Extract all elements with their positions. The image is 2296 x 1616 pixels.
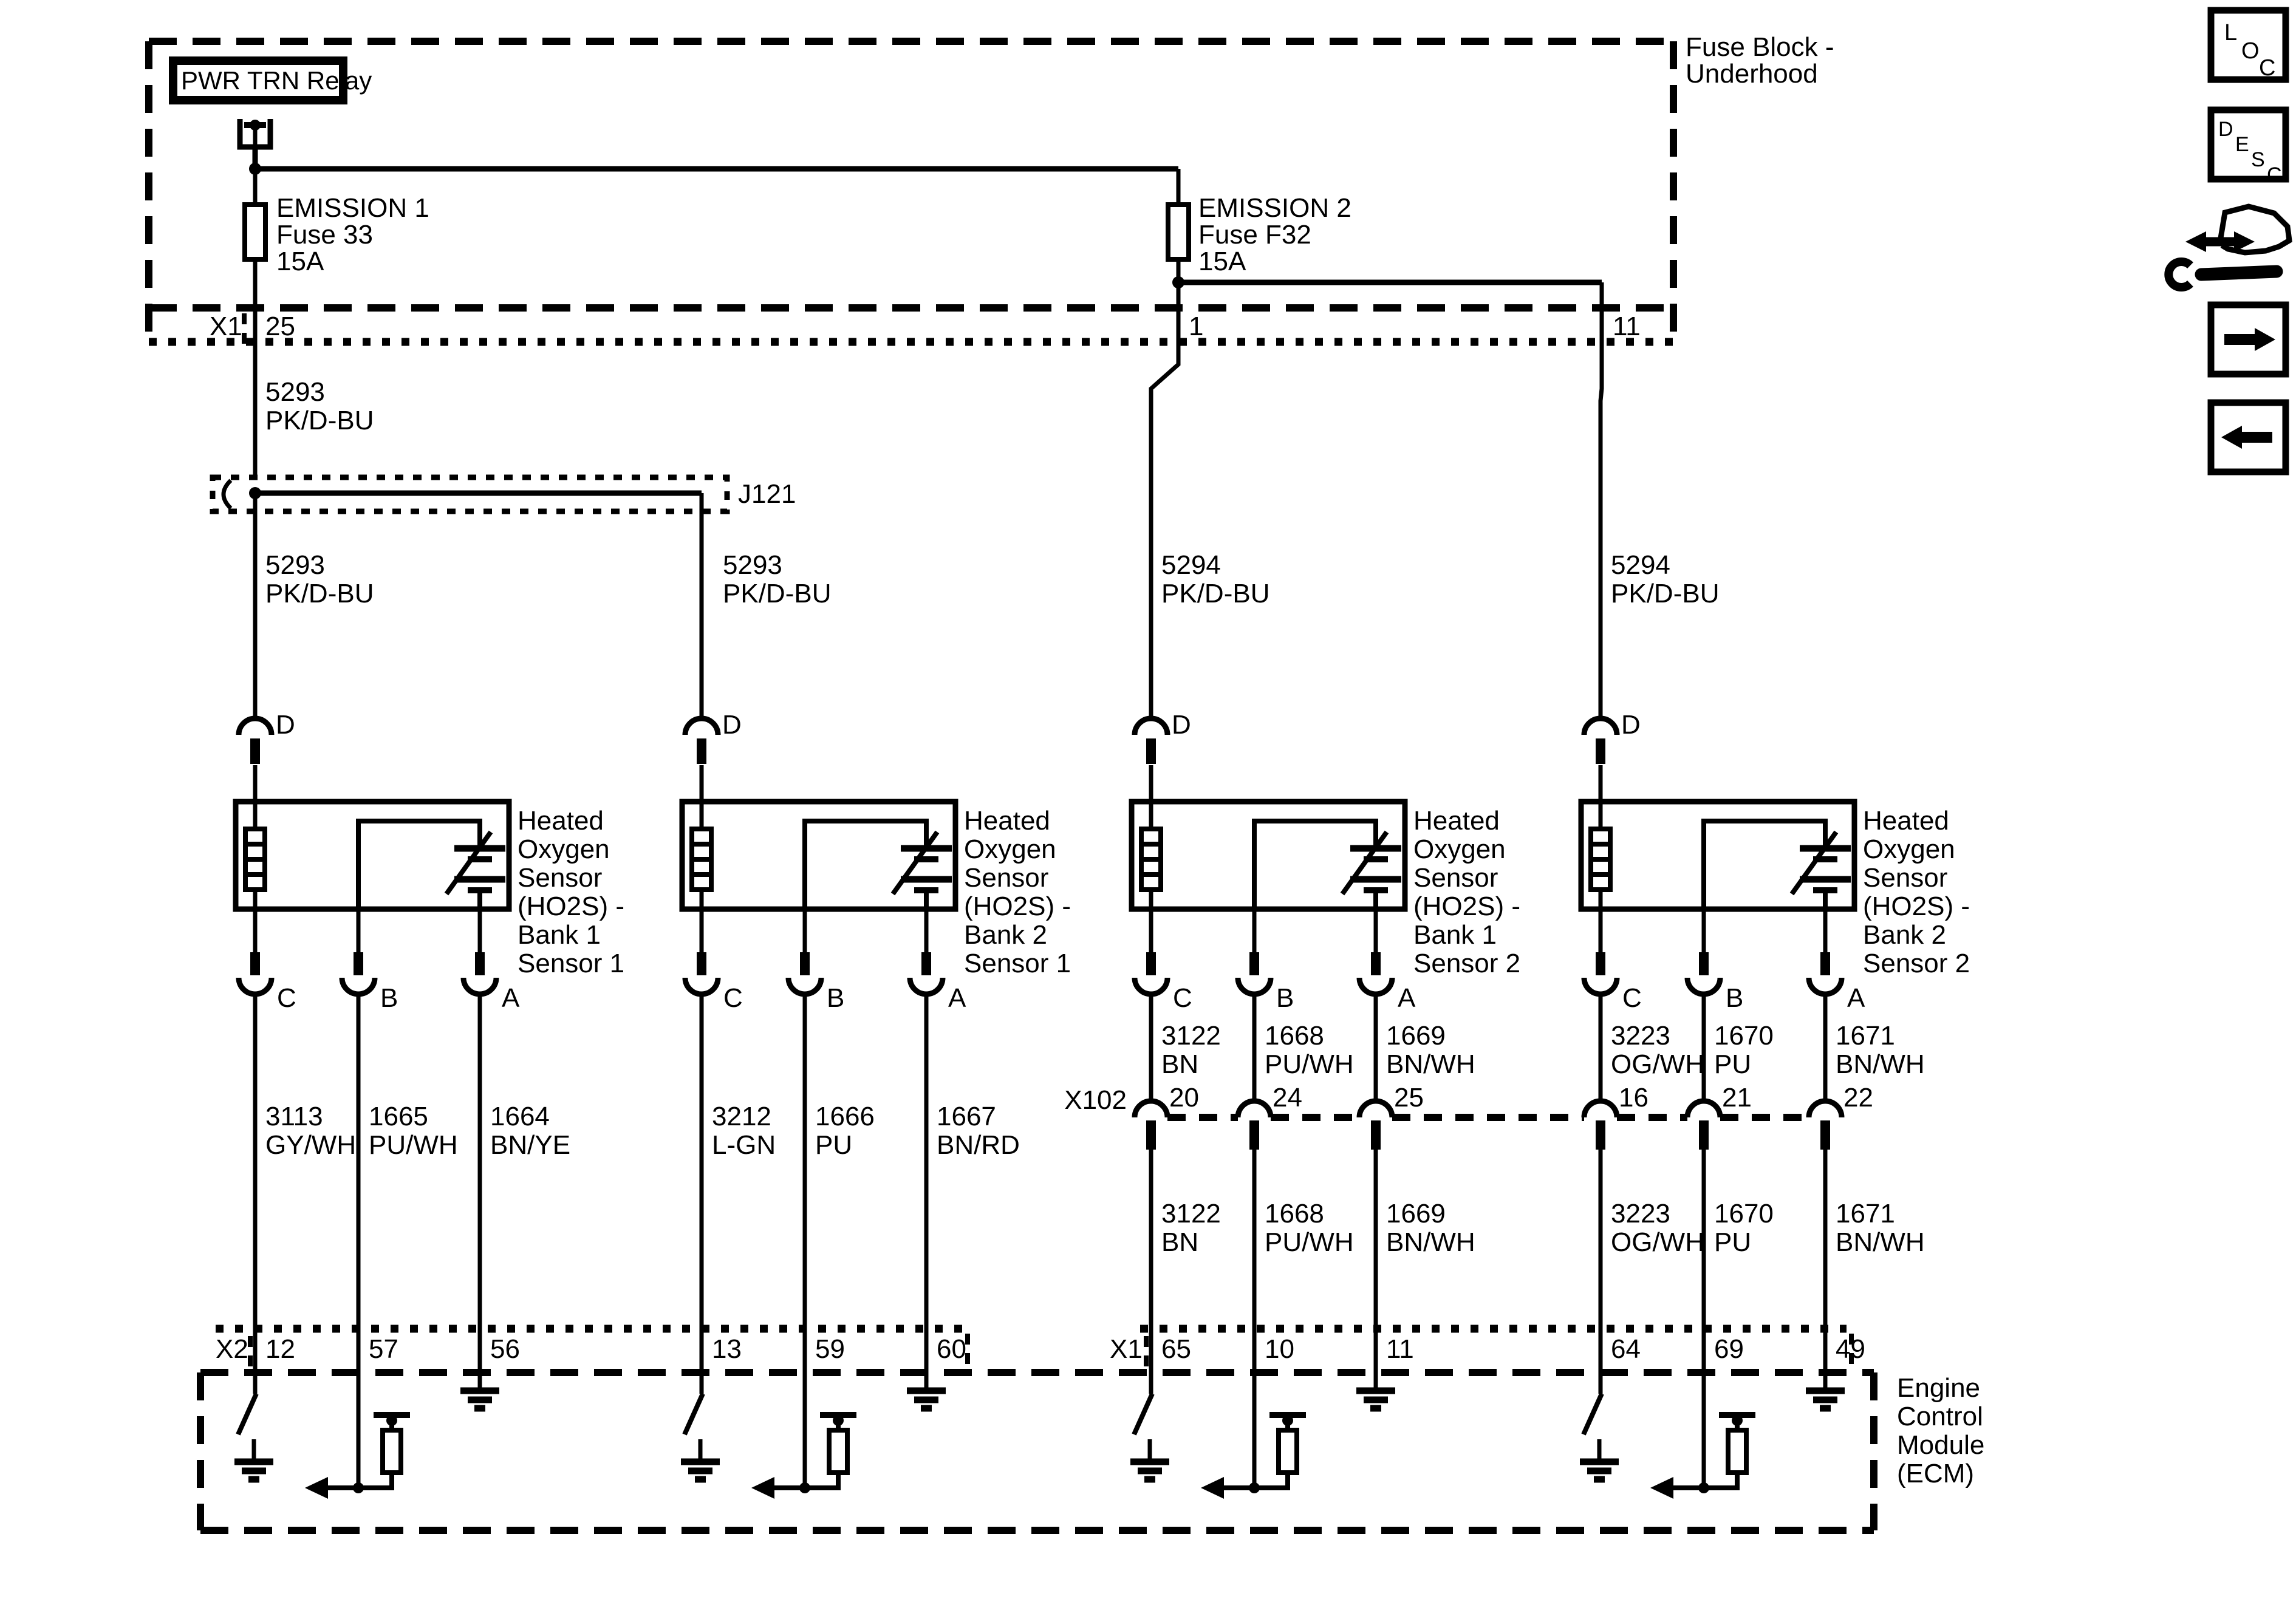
right-harness-wires — [1064, 994, 1924, 1374]
sensor3-line1: Oxygen — [1413, 834, 1506, 864]
sensor2-line0: Heated — [964, 806, 1050, 836]
feed1-color: PK/D-BU — [265, 579, 374, 609]
wrench-handle — [2201, 271, 2277, 274]
sensor4-line5: Sensor 2 — [1863, 949, 1970, 978]
wire8-color-a: BN/WH — [1386, 1049, 1475, 1079]
splice-j121 — [213, 477, 796, 511]
pin-letter-d: D — [276, 710, 295, 740]
ecm-x1-pin-10: 10 — [1265, 1334, 1294, 1364]
pin-letter-d: D — [1621, 710, 1641, 740]
wire11-color-a: BN/WH — [1836, 1049, 1925, 1079]
fuse-block-underhood — [149, 32, 1834, 477]
sensor1-line5: Sensor 1 — [518, 949, 625, 978]
ecm-ground-3 — [1356, 1374, 1395, 1408]
sensor2-line1: Oxygen — [964, 834, 1056, 864]
sensor4-line4: Bank 2 — [1863, 920, 1946, 950]
pin-letter-c: C — [1622, 983, 1642, 1013]
ecm-connector-x1: X1 — [1110, 1334, 1143, 1364]
ecm-x2-pin-13: 13 — [712, 1334, 742, 1364]
wire2-circuit: 1664 — [490, 1102, 550, 1131]
splice-label: J121 — [738, 479, 796, 509]
sensor1-line2: Sensor — [518, 863, 603, 893]
ecm-name-1: Control — [1897, 1402, 1983, 1431]
wire9-circuit-a: 3223 — [1611, 1021, 1670, 1051]
x102-pin-24: 24 — [1273, 1083, 1302, 1113]
feed0-color: PK/D-BU — [265, 406, 374, 435]
ecm-x2-pin-56: 56 — [490, 1334, 520, 1364]
ecm-heater-driver-2 — [751, 1374, 856, 1499]
wire11-circuit-a: 1671 — [1836, 1021, 1895, 1051]
fuse1-id: Fuse 33 — [276, 220, 373, 250]
fuse2-id: Fuse F32 — [1198, 220, 1311, 250]
sensor2-line3: (HO2S) - — [964, 892, 1071, 921]
wire7-color-b: PU/WH — [1265, 1227, 1354, 1257]
x102-pin-21: 21 — [1722, 1083, 1752, 1113]
wire9-color-a: OG/WH — [1611, 1049, 1704, 1079]
ecm-name-3: (ECM) — [1897, 1459, 1975, 1488]
sensor3-line0: Heated — [1413, 806, 1500, 836]
wire8-circuit-b: 1669 — [1386, 1199, 1446, 1229]
wire1-circuit: 1665 — [369, 1102, 428, 1131]
wire0-color: GY/WH — [265, 1130, 357, 1160]
sensor4-line3: (HO2S) - — [1863, 892, 1970, 921]
wire2-color: BN/YE — [490, 1130, 571, 1160]
sensor3-line5: Sensor 2 — [1413, 949, 1521, 978]
x102-pin-16: 16 — [1619, 1083, 1649, 1113]
pin-letter-c: C — [277, 983, 296, 1013]
vehicle-repair-icon[interactable] — [2168, 206, 2289, 287]
wire4-circuit: 1666 — [815, 1102, 875, 1131]
fuse2-name: EMISSION 2 — [1198, 193, 1351, 223]
pin-letter-c: C — [723, 983, 743, 1013]
ecm-switch-ground-2 — [681, 1374, 720, 1479]
pin-letter-b: B — [1276, 983, 1294, 1013]
wire10-circuit-b: 1670 — [1714, 1199, 1774, 1229]
fuse2-amps: 15A — [1198, 247, 1246, 276]
sidebar-nav — [2168, 10, 2289, 472]
feed-wires — [213, 342, 1719, 718]
feed4-circuit: 5294 — [1611, 550, 1670, 580]
x102-pin-20: 20 — [1169, 1083, 1199, 1113]
desc-letter-c: C — [2267, 163, 2282, 186]
wire11-color-b: BN/WH — [1836, 1227, 1925, 1257]
ecm-heater-driver-4 — [1650, 1374, 1755, 1499]
sensor-ho2s-b1s2 — [1132, 710, 1520, 1013]
fuse-emission-2 — [1168, 193, 1351, 276]
x102-pin-22: 22 — [1843, 1083, 1873, 1113]
relay-contact-symbol — [240, 119, 270, 147]
feed1-circuit: 5293 — [265, 550, 325, 580]
wire10-color-a: PU — [1714, 1049, 1752, 1079]
wire6-color-b: BN — [1161, 1227, 1199, 1257]
sensor3-line3: (HO2S) - — [1413, 892, 1520, 921]
fuse-block-pin-11: 11 — [1613, 312, 1641, 341]
wire7-color-a: PU/WH — [1265, 1049, 1354, 1079]
ecm-connector-x2: X2 — [216, 1334, 248, 1364]
loc-letter-l: L — [2224, 20, 2238, 46]
desc-letter-d: D — [2218, 118, 2233, 141]
loc-letter-o: O — [2241, 38, 2260, 64]
sensor-ho2s-b1s1 — [236, 710, 624, 1013]
ecm-ground-1 — [460, 1374, 499, 1408]
feed2-circuit: 5293 — [723, 550, 782, 580]
wrench-head — [2168, 262, 2190, 287]
sensor-ho2s-b2s2 — [1581, 710, 1970, 1013]
left-harness-wires — [255, 994, 1020, 1374]
wire5-circuit: 1667 — [937, 1102, 996, 1131]
wire9-circuit-b: 3223 — [1611, 1199, 1670, 1229]
feed3-circuit: 5294 — [1161, 550, 1221, 580]
wire7-circuit-a: 1668 — [1265, 1021, 1324, 1051]
wire10-circuit-a: 1670 — [1714, 1021, 1774, 1051]
wire9-color-b: OG/WH — [1611, 1227, 1704, 1257]
pin-letter-b: B — [1726, 983, 1744, 1013]
splice-hop — [224, 480, 231, 508]
sensor1-line3: (HO2S) - — [518, 892, 624, 921]
sensor1-line1: Oxygen — [518, 834, 610, 864]
ecm-x1-pin-49: 49 — [1836, 1334, 1865, 1364]
sensor2-line5: Sensor 1 — [964, 949, 1071, 978]
wire6-circuit-a: 3122 — [1161, 1021, 1221, 1051]
desc-button[interactable] — [2211, 110, 2286, 186]
feed0-circuit: 5293 — [265, 377, 325, 407]
pin-letter-c: C — [1173, 983, 1192, 1013]
ecm-x1-pin-69: 69 — [1714, 1334, 1744, 1364]
wire0-circuit: 3113 — [265, 1102, 323, 1131]
ecm-x2-pin-60: 60 — [937, 1334, 966, 1364]
sensor2-line2: Sensor — [964, 863, 1049, 893]
branch-4-wire — [1601, 342, 1602, 718]
x102-pin-25: 25 — [1394, 1083, 1424, 1113]
ecm-x2-pin-57: 57 — [369, 1334, 398, 1364]
ecm-x1-pin-11: 11 — [1386, 1334, 1414, 1364]
feed4-color: PK/D-BU — [1611, 579, 1720, 609]
pin-letter-d: D — [1172, 710, 1191, 740]
fuse-block-pin-1: 1 — [1189, 312, 1204, 341]
sensor4-line1: Oxygen — [1863, 834, 1955, 864]
sensor4-line0: Heated — [1863, 806, 1949, 836]
ecm-x2-pin-59: 59 — [815, 1334, 845, 1364]
wire7-circuit-b: 1668 — [1265, 1199, 1324, 1229]
pin-letter-d: D — [722, 710, 742, 740]
pin-letter-a: A — [1847, 983, 1865, 1013]
back-arrow-button[interactable] — [2211, 403, 2286, 472]
ecm-heater-driver-1 — [305, 1374, 410, 1499]
fuse1-amps: 15A — [276, 247, 324, 276]
feed3-color: PK/D-BU — [1161, 579, 1270, 609]
wire6-circuit-b: 3122 — [1161, 1199, 1221, 1229]
ecm-name-0: Engine — [1897, 1373, 1981, 1403]
ecm-switch-ground-1 — [234, 1374, 273, 1479]
desc-letter-e: E — [2235, 133, 2249, 156]
ecm-switch-ground-3 — [1130, 1374, 1169, 1479]
ecm-x2-pin-12: 12 — [265, 1334, 295, 1364]
ecm-x1-pin-65: 65 — [1161, 1334, 1191, 1364]
wire10-color-b: PU — [1714, 1227, 1752, 1257]
branch-3-wire — [1151, 342, 1178, 718]
forward-arrow-button[interactable] — [2211, 305, 2286, 374]
sensor2-line4: Bank 2 — [964, 920, 1047, 950]
sensor3-line2: Sensor — [1413, 863, 1498, 893]
wire8-circuit-a: 1669 — [1386, 1021, 1446, 1051]
pin-letter-a: A — [502, 983, 520, 1013]
ecm-ground-2 — [907, 1374, 946, 1408]
wire8-color-b: BN/WH — [1386, 1227, 1475, 1257]
engine-control-module — [200, 1329, 1984, 1530]
ecm-ground-4 — [1806, 1374, 1845, 1408]
fuse-block-label-1: Fuse Block - — [1686, 32, 1834, 62]
wire3-circuit: 3212 — [712, 1102, 771, 1131]
fuse-block-label-2: Underhood — [1686, 59, 1818, 89]
ecm-x1-pin-64: 64 — [1611, 1334, 1641, 1364]
wire11-circuit-b: 1671 — [1836, 1199, 1895, 1229]
desc-letter-s: S — [2251, 148, 2265, 171]
ecm-name-2: Module — [1897, 1430, 1985, 1460]
pin-letter-a: A — [1398, 983, 1416, 1013]
fuse-block-connector-x1: X1 — [210, 312, 242, 341]
pin-letter-b: B — [380, 983, 398, 1013]
wire6-color-a: BN — [1161, 1049, 1199, 1079]
pwr-trn-relay-label: PWR TRN Relay — [181, 66, 372, 95]
sensor1-line4: Bank 1 — [518, 920, 601, 950]
x102-label: X102 — [1064, 1085, 1127, 1115]
loc-letter-c: C — [2259, 55, 2276, 81]
sensor1-line0: Heated — [518, 806, 604, 836]
ecm-heater-driver-3 — [1201, 1374, 1306, 1499]
wire5-color: BN/RD — [937, 1130, 1020, 1160]
wire3-color: L-GN — [712, 1130, 776, 1160]
wire4-color: PU — [815, 1130, 853, 1160]
sensor3-line4: Bank 1 — [1413, 920, 1497, 950]
connector-x102 — [1064, 1083, 1873, 1150]
fuse-block-pin-25: 25 — [265, 312, 295, 341]
sensor-ho2s-b2s1 — [682, 710, 1071, 1013]
loc-button[interactable] — [2211, 10, 2286, 81]
pin-letter-a: A — [948, 983, 966, 1013]
sensor4-line2: Sensor — [1863, 863, 1948, 893]
ecm-switch-ground-4 — [1580, 1374, 1619, 1479]
wire1-color: PU/WH — [369, 1130, 458, 1160]
fuse-emission-1 — [245, 193, 429, 276]
pin-letter-b: B — [827, 983, 845, 1013]
feed2-color: PK/D-BU — [723, 579, 832, 609]
fuse1-name: EMISSION 1 — [276, 193, 429, 223]
